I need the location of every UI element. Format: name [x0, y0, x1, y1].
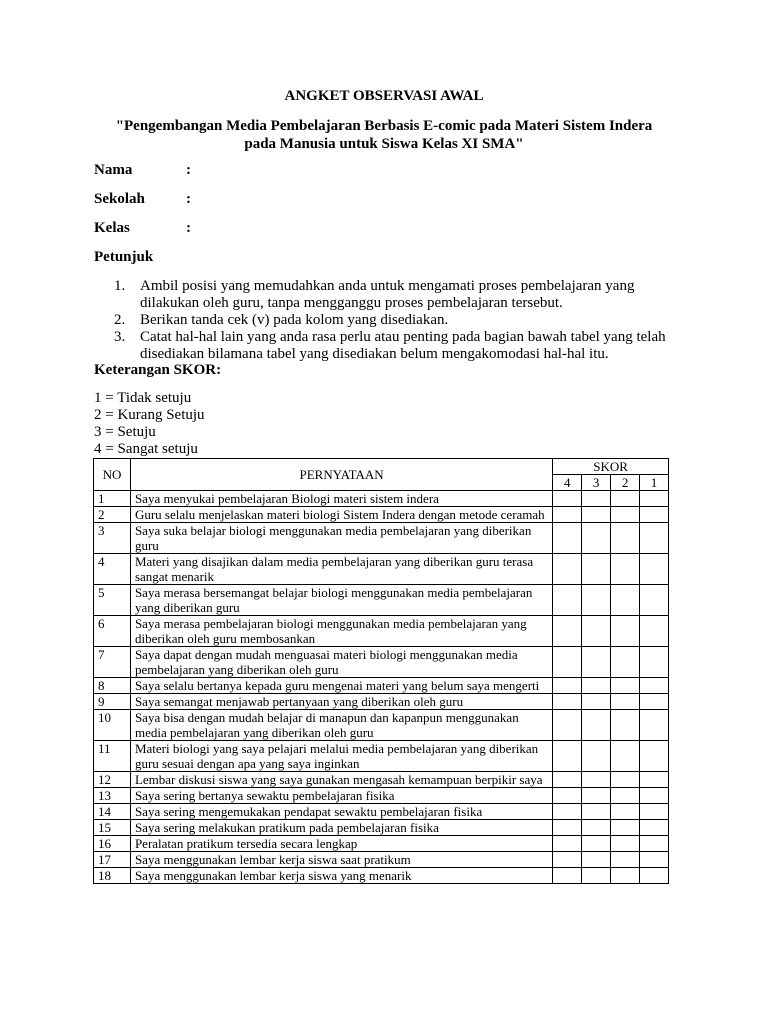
score-cell-3[interactable]	[582, 804, 611, 820]
field-colon: :	[186, 220, 191, 236]
header-no: NO	[94, 459, 131, 491]
table-header-row	[94, 459, 669, 475]
score-cell-2[interactable]	[611, 804, 640, 820]
score-cell-2[interactable]	[611, 772, 640, 788]
score-cell-3[interactable]	[582, 788, 611, 804]
row-statement: Saya sering melakukan pratikum pada pembelajaran fisika	[130, 820, 552, 836]
row-statement: Saya menyukai pembelajaran Biologi materi sistem indera	[130, 491, 552, 507]
score-2: 2	[611, 475, 640, 491]
field-sekolah	[94, 191, 191, 208]
score-cell-3[interactable]	[582, 507, 611, 523]
score-cell-1[interactable]	[640, 710, 669, 741]
score-cell-3[interactable]	[582, 820, 611, 836]
row-number: 7	[94, 647, 131, 678]
score-legend	[94, 390, 205, 458]
row-number: 5	[94, 585, 131, 616]
field-label: Kelas	[94, 220, 130, 236]
score-cell-4[interactable]	[553, 741, 582, 772]
score-cell-1[interactable]	[640, 616, 669, 647]
item-number: 3.	[114, 329, 126, 345]
field-nama	[94, 162, 191, 179]
score-cell-3[interactable]	[582, 585, 611, 616]
row-statement: Saya suka belajar biologi menggunakan media pembelajaran yang diberikan guru	[130, 523, 552, 554]
score-cell-3[interactable]	[582, 694, 611, 710]
score-cell-4[interactable]	[553, 804, 582, 820]
score-cell-3[interactable]	[582, 647, 611, 678]
score-cell-2[interactable]	[611, 678, 640, 694]
table-row	[94, 820, 669, 836]
table-row	[94, 678, 669, 694]
score-4: 4	[553, 475, 582, 491]
subtitle-line-1: "Pengembangan Media Pembelajaran Berbasis E-comic pada Materi Sistem Indera	[115, 118, 653, 134]
table-row	[94, 772, 669, 788]
score-cell-4[interactable]	[553, 647, 582, 678]
table-row	[94, 616, 669, 647]
table-row	[94, 507, 669, 523]
field-colon: :	[186, 162, 191, 178]
petunjuk-heading: Petunjuk	[94, 249, 154, 265]
table-row	[94, 741, 669, 772]
score-cell-4[interactable]	[553, 710, 582, 741]
legend-item: 4 = Sangat setuju	[94, 441, 198, 457]
score-cell-1[interactable]	[640, 585, 669, 616]
score-cell-4[interactable]	[553, 491, 582, 507]
row-statement: Lembar diskusi siswa yang saya gunakan mengasah kemampuan berpikir saya	[130, 772, 552, 788]
row-statement: Saya sering bertanya sewaktu pembelajaran fisika	[130, 788, 552, 804]
score-cell-3[interactable]	[582, 523, 611, 554]
score-cell-2[interactable]	[611, 694, 640, 710]
row-number: 2	[94, 507, 131, 523]
score-1: 1	[640, 475, 669, 491]
score-cell-1[interactable]	[640, 868, 669, 884]
field-label: Sekolah	[94, 191, 145, 207]
table-row	[94, 491, 669, 507]
item-text: Ambil posisi yang memudahkan anda untuk mengamati proses pembelajaran yang dilakukan oleh guru, tanpa mengganggu proses pembelajaran tersebut.	[140, 278, 635, 311]
observation-table	[93, 458, 669, 884]
row-statement: Saya sering mengemukakan pendapat sewaktu pembelajaran fisika	[130, 804, 552, 820]
score-cell-2[interactable]	[611, 820, 640, 836]
score-cell-1[interactable]	[640, 836, 669, 852]
row-number: 12	[94, 772, 131, 788]
row-number: 17	[94, 852, 131, 868]
row-number: 16	[94, 836, 131, 852]
row-statement: Saya bisa dengan mudah belajar di manapun dan kapanpun menggunakan media pembelajaran yang diberikan oleh guru	[130, 710, 552, 741]
score-cell-4[interactable]	[553, 507, 582, 523]
score-cell-2[interactable]	[611, 616, 640, 647]
header-score: SKOR	[553, 459, 669, 475]
row-statement: Saya menggunakan lembar kerja siswa yang menarik	[130, 868, 552, 884]
page-subtitle	[100, 117, 668, 153]
score-cell-1[interactable]	[640, 741, 669, 772]
field-colon: :	[186, 191, 191, 207]
petunjuk-list	[94, 278, 674, 363]
row-number: 15	[94, 820, 131, 836]
score-cell-1[interactable]	[640, 491, 669, 507]
row-statement: Saya semangat menjawab pertanyaan yang diberikan oleh guru	[130, 694, 552, 710]
row-statement: Peralatan pratikum tersedia secara lengkap	[130, 836, 552, 852]
score-cell-4[interactable]	[553, 678, 582, 694]
score-cell-2[interactable]	[611, 788, 640, 804]
score-cell-3[interactable]	[582, 554, 611, 585]
row-number: 9	[94, 694, 131, 710]
score-cell-3[interactable]	[582, 852, 611, 868]
row-statement: Saya merasa bersemangat belajar biologi menggunakan media pembelajaran yang diberikan guru	[130, 585, 552, 616]
score-cell-2[interactable]	[611, 868, 640, 884]
row-statement: Saya menggunakan lembar kerja siswa saat pratikum	[130, 852, 552, 868]
table-row	[94, 804, 669, 820]
score-cell-3[interactable]	[582, 678, 611, 694]
row-number: 3	[94, 523, 131, 554]
field-kelas	[94, 220, 191, 237]
score-cell-3[interactable]	[582, 772, 611, 788]
table-row	[94, 554, 669, 585]
score-cell-3[interactable]	[582, 868, 611, 884]
table-row	[94, 694, 669, 710]
score-cell-4[interactable]	[553, 868, 582, 884]
table-row	[94, 836, 669, 852]
header-statement: PERNYATAAN	[130, 459, 552, 491]
row-number: 4	[94, 554, 131, 585]
field-label: Nama	[94, 162, 133, 178]
row-statement: Materi yang disajikan dalam media pembelajaran yang diberikan guru terasa sangat menarik	[130, 554, 552, 585]
legend-item: 3 = Setuju	[94, 424, 156, 440]
score-cell-2[interactable]	[611, 585, 640, 616]
page-title: ANGKET OBSERVASI AWAL	[284, 88, 484, 104]
row-statement: Saya dapat dengan mudah menguasai materi biologi menggunakan media pembelajaran yang diberikan oleh guru	[130, 647, 552, 678]
table-row	[94, 710, 669, 741]
score-cell-2[interactable]	[611, 523, 640, 554]
score-cell-1[interactable]	[640, 772, 669, 788]
table-row	[94, 788, 669, 804]
row-statement: Guru selalu menjelaskan materi biologi Sistem Indera dengan metode ceramah	[130, 507, 552, 523]
score-cell-4[interactable]	[553, 616, 582, 647]
item-number: 2.	[114, 312, 126, 328]
score-cell-4[interactable]	[553, 788, 582, 804]
table-row	[94, 523, 669, 554]
score-cell-1[interactable]	[640, 694, 669, 710]
score-cell-2[interactable]	[611, 647, 640, 678]
row-number: 8	[94, 678, 131, 694]
score-3: 3	[582, 475, 611, 491]
item-number: 1.	[114, 278, 126, 294]
petunjuk-item	[94, 278, 674, 312]
score-cell-1[interactable]	[640, 647, 669, 678]
score-cell-1[interactable]	[640, 804, 669, 820]
score-cell-2[interactable]	[611, 741, 640, 772]
score-cell-3[interactable]	[582, 836, 611, 852]
score-cell-3[interactable]	[582, 710, 611, 741]
score-cell-1[interactable]	[640, 852, 669, 868]
score-cell-2[interactable]	[611, 852, 640, 868]
subtitle-line-2: pada Manusia untuk Siswa Kelas XI SMA"	[244, 136, 524, 152]
score-cell-4[interactable]	[553, 820, 582, 836]
score-cell-2[interactable]	[611, 836, 640, 852]
score-cell-4[interactable]	[553, 523, 582, 554]
row-statement: Saya merasa pembelajaran biologi menggunakan media pembelajaran yang diberikan oleh guru membosankan	[130, 616, 552, 647]
row-number: 6	[94, 616, 131, 647]
table-row	[94, 852, 669, 868]
row-number: 18	[94, 868, 131, 884]
score-cell-1[interactable]	[640, 788, 669, 804]
table-row	[94, 868, 669, 884]
item-text: Berikan tanda cek (v) pada kolom yang disediakan.	[140, 312, 449, 328]
score-cell-1[interactable]	[640, 554, 669, 585]
legend-item: 2 = Kurang Setuju	[94, 407, 205, 423]
petunjuk-item	[94, 312, 674, 329]
table-body	[94, 491, 669, 884]
row-number: 1	[94, 491, 131, 507]
score-cell-3[interactable]	[582, 741, 611, 772]
score-cell-2[interactable]	[611, 491, 640, 507]
score-cell-1[interactable]	[640, 507, 669, 523]
score-cell-3[interactable]	[582, 616, 611, 647]
score-cell-2[interactable]	[611, 554, 640, 585]
score-cell-4[interactable]	[553, 836, 582, 852]
score-cell-4[interactable]	[553, 772, 582, 788]
legend-item: 1 = Tidak setuju	[94, 390, 192, 406]
item-text: Catat hal-hal lain yang anda rasa perlu atau penting pada bagian bawah tabel yang telah disediakan bilamana tabel yang disediakan belum mengakomodasi hal-hal itu.	[140, 329, 666, 362]
keterangan-heading: Keterangan SKOR:	[94, 362, 222, 378]
row-statement: Materi biologi yang saya pelajari melalui media pembelajaran yang diberikan guru sesuai dengan apa yang saya inginkan	[130, 741, 552, 772]
row-number: 10	[94, 710, 131, 741]
petunjuk-item	[94, 329, 674, 363]
score-cell-1[interactable]	[640, 678, 669, 694]
row-number: 14	[94, 804, 131, 820]
score-cell-4[interactable]	[553, 585, 582, 616]
row-statement: Saya selalu bertanya kepada guru mengenai materi yang belum saya mengerti	[130, 678, 552, 694]
score-cell-3[interactable]	[582, 491, 611, 507]
table-row	[94, 647, 669, 678]
score-cell-1[interactable]	[640, 820, 669, 836]
score-cell-1[interactable]	[640, 523, 669, 554]
table-row	[94, 585, 669, 616]
row-number: 13	[94, 788, 131, 804]
score-cell-4[interactable]	[553, 554, 582, 585]
score-cell-4[interactable]	[553, 852, 582, 868]
score-cell-2[interactable]	[611, 710, 640, 741]
score-cell-2[interactable]	[611, 507, 640, 523]
score-cell-4[interactable]	[553, 694, 582, 710]
row-number: 11	[94, 741, 131, 772]
